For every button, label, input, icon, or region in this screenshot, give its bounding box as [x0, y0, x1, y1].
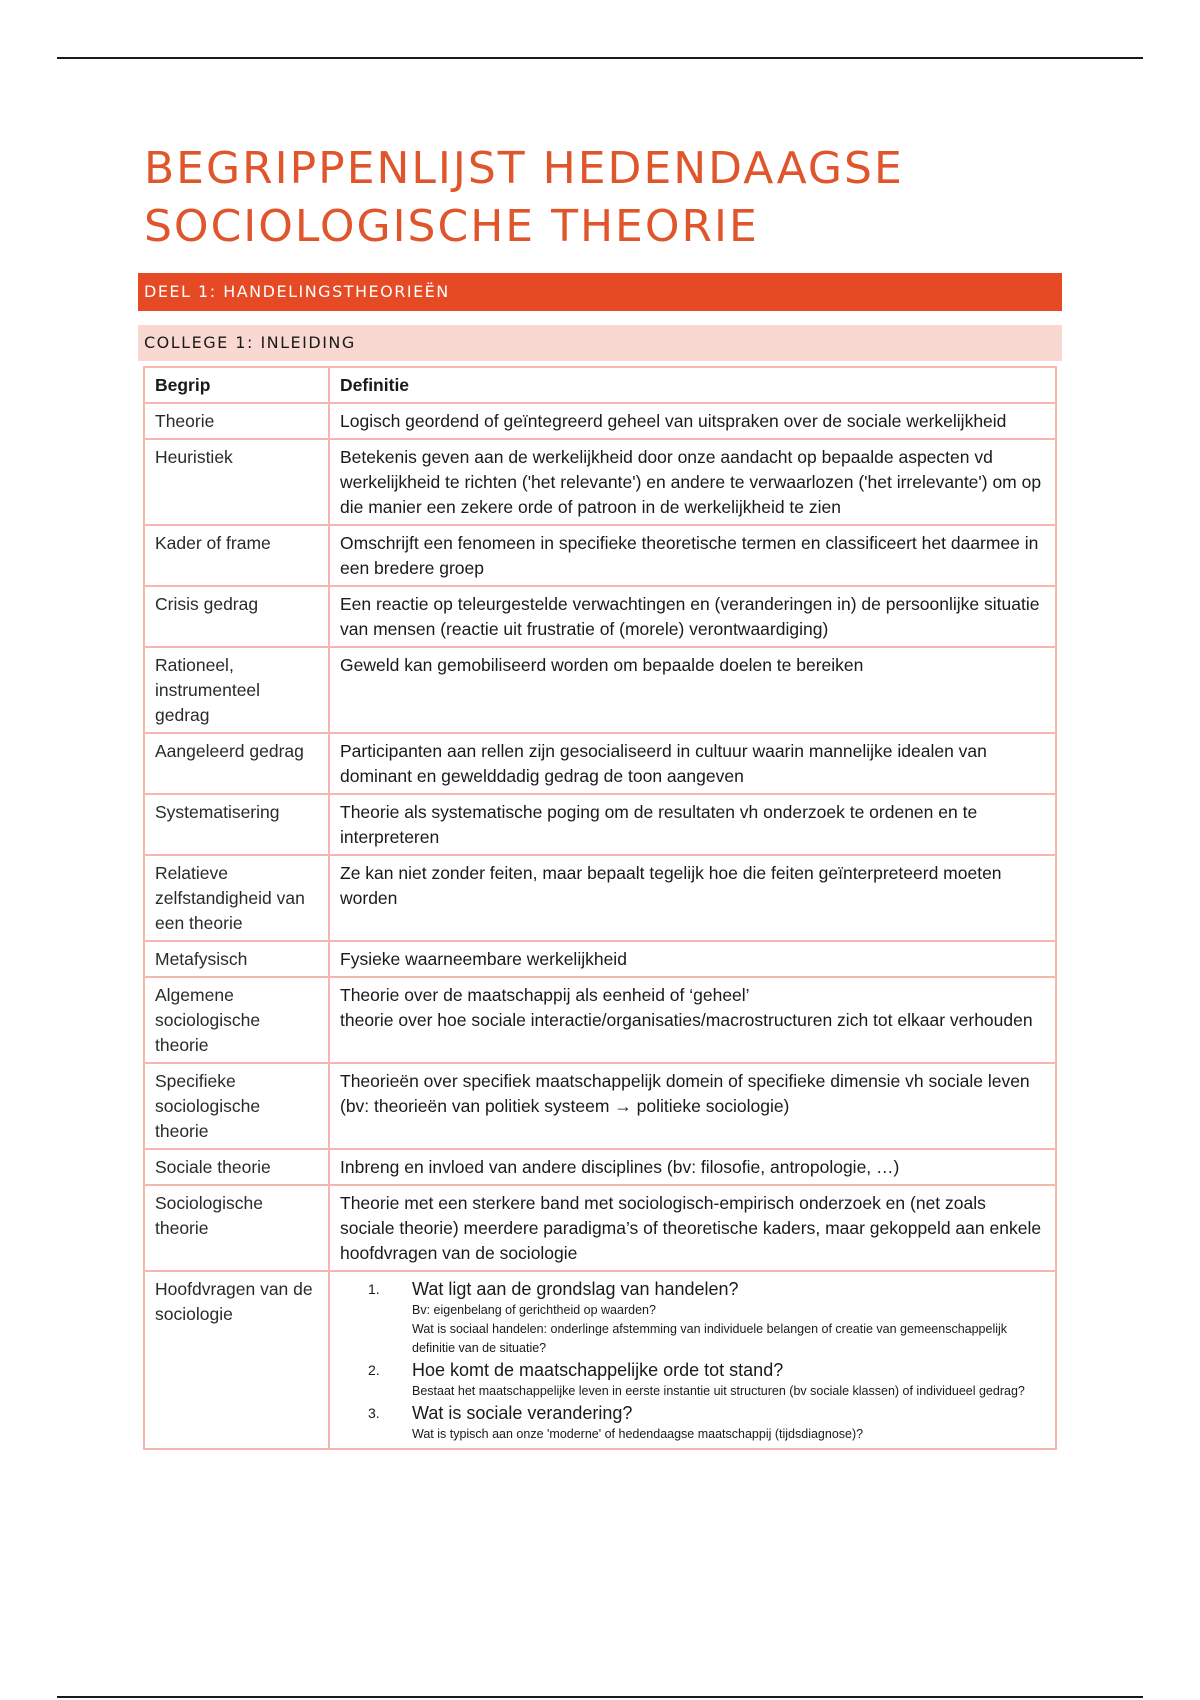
definition-cell: Theorie als systematische poging om de resultaten vh onderzoek te ordenen en te interpreteren: [329, 794, 1056, 855]
term-cell: Hoofdvragen van de sociologie: [144, 1271, 329, 1449]
table-row: [144, 1063, 1056, 1149]
definition-cell: Omschrijft een fenomeen in specifieke theoretische termen en classificeert het daarmee in een bredere groep: [329, 525, 1056, 586]
term-cell: Aangeleerd gedrag: [144, 733, 329, 794]
definition-cell: Een reactie op teleurgestelde verwachtingen en (veranderingen in) de persoonlijke situatie van mensen (reactie uit frustratie of (morele) verontwaardiging): [329, 586, 1056, 647]
question-text: Wat ligt aan de grondslag van handelen?: [412, 1279, 739, 1299]
bottom-rule: [57, 1696, 1143, 1698]
term-cell: Rationeel, instrumenteel gedrag: [144, 647, 329, 733]
term-cell: Algemene sociologische theorie: [144, 977, 329, 1063]
definition-cell: Theorieën over specifiek maatschappelijk domein of specifieke dimensie vh sociale leven (bv: theorieën van politiek systeem → politieke sociologie): [329, 1063, 1056, 1149]
term-cell: Crisis gedrag: [144, 586, 329, 647]
list-item: [368, 1401, 1045, 1444]
definition-line: Theorie over de maatschappij als eenheid of ‘geheel’: [340, 985, 750, 1005]
definition-cell: Ze kan niet zonder feiten, maar bepaalt tegelijk hoe die feiten geïnterpreteerd moeten worden: [329, 855, 1056, 941]
definition-cell: Betekenis geven aan de werkelijkheid door onze aandacht op bepaalde aspecten vd werkelijkheid te richten ('het relevante') en andere te verwaarlozen ('het irrelevante') om op die manier een zekere orde of patroon in de werkelijkheid te zien: [329, 439, 1056, 525]
definition-cell: Theorie met een sterkere band met sociologisch-empirisch onderzoek en (net zoals sociale theorie) meerdere paradigma’s of theoretische kaders, maar gekoppeld aan enkele hoofdvragen van de sociologie: [329, 1185, 1056, 1271]
table-row: [144, 1271, 1056, 1449]
definition-cell: Geweld kan gemobiliseerd worden om bepaalde doelen te bereiken: [329, 647, 1056, 733]
table-row: [144, 977, 1056, 1063]
question-text: Wat is sociale verandering?: [412, 1403, 633, 1423]
term-cell: Theorie: [144, 403, 329, 439]
table-row: [144, 1149, 1056, 1185]
table-row: [144, 733, 1056, 794]
table-row: [144, 1185, 1056, 1271]
list-item: [368, 1277, 1045, 1358]
table-row: [144, 586, 1056, 647]
header-term: Begrip: [144, 367, 329, 403]
definition-cell: [329, 977, 1056, 1063]
definition-cell: Inbreng en invloed van andere disciplines (bv: filosofie, antropologie, …): [329, 1149, 1056, 1185]
table-row: [144, 941, 1056, 977]
term-cell: Sociale theorie: [144, 1149, 329, 1185]
table-header-row: [144, 367, 1056, 403]
glossary-table: [143, 366, 1057, 1450]
term-cell: Heuristiek: [144, 439, 329, 525]
list-number: 2.: [368, 1362, 380, 1378]
term-cell: Kader of frame: [144, 525, 329, 586]
term-cell: Metafysisch: [144, 941, 329, 977]
term-cell: Systematisering: [144, 794, 329, 855]
term-cell: Specifieke sociologische theorie: [144, 1063, 329, 1149]
term-cell: Relatieve zelfstandigheid van een theorie: [144, 855, 329, 941]
definition-cell: Logisch geordend of geïntegreerd geheel van uitspraken over de sociale werkelijkheid: [329, 403, 1056, 439]
table-row: [144, 647, 1056, 733]
table-row: [144, 403, 1056, 439]
definition-line: theorie over hoe sociale interactie/organisaties/macrostructuren zich tot elkaar verhouden: [340, 1010, 1033, 1030]
main-questions-list: [340, 1277, 1045, 1444]
question-note: Wat is typisch aan onze 'moderne' of hedendaagse maatschappij (tijdsdiagnose)?: [412, 1427, 864, 1441]
question-note: Bestaat het maatschappelijke leven in eerste instantie uit structuren (bv sociale klassen) of individueel gedrag?: [412, 1384, 1025, 1398]
list-item: [368, 1358, 1045, 1401]
definition-cell: [329, 1271, 1056, 1449]
college-heading: COLLEGE 1: INLEIDING: [138, 325, 1062, 361]
definition-cell: Fysieke waarneembare werkelijkheid: [329, 941, 1056, 977]
top-rule: [57, 57, 1143, 59]
title-line-1: BEGRIPPENLIJST HEDENDAAGSE: [144, 143, 904, 194]
list-number: 1.: [368, 1281, 380, 1297]
table-row: [144, 439, 1056, 525]
title-line-2: SOCIOLOGISCHE THEORIE: [144, 201, 759, 252]
definition-cell: Participanten aan rellen zijn gesocialiseerd in cultuur waarin mannelijke idealen van dominant en gewelddadig gedrag de toon aangeven: [329, 733, 1056, 794]
term-cell: Sociologische theorie: [144, 1185, 329, 1271]
list-number: 3.: [368, 1405, 380, 1421]
table-row: [144, 525, 1056, 586]
table-row: [144, 794, 1056, 855]
question-text: Hoe komt de maatschappelijke orde tot stand?: [412, 1360, 784, 1380]
question-note: Bv: eigenbelang of gerichtheid op waarden?: [412, 1303, 656, 1317]
table-row: [144, 855, 1056, 941]
header-definition: Definitie: [329, 367, 1056, 403]
question-note: Wat is sociaal handelen: onderlinge afstemming van individuele belangen of creatie van gemeenschappelijk definitie van de situatie?: [412, 1322, 1008, 1355]
page-title: [144, 140, 1094, 256]
part-heading: DEEL 1: HANDELINGSTHEORIEËN: [138, 273, 1062, 311]
